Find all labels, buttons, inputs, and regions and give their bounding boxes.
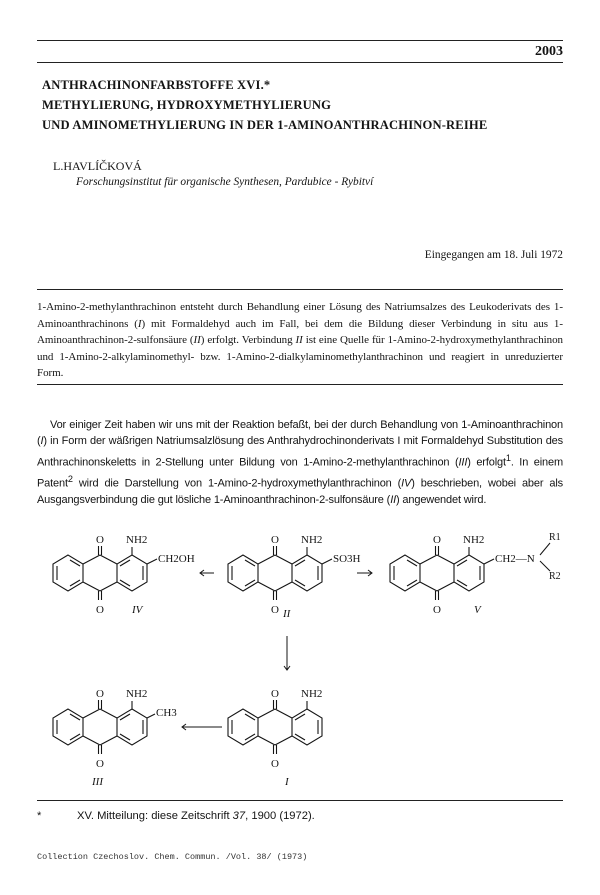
methyl-group: CH3: [156, 707, 177, 719]
carbonyl-o-top: O: [271, 534, 279, 546]
received-date: Eingegangen am 18. Juli 1972: [424, 249, 563, 261]
top-rule: [37, 40, 563, 41]
abstract-bottom-rule: [37, 384, 563, 385]
structure-iv: [53, 534, 195, 616]
arrow-ii-to-iv: [200, 570, 214, 576]
structure-iii: [53, 688, 177, 788]
carbonyl-o-bottom: O: [96, 604, 104, 616]
arrow-i-to-iii: [182, 724, 222, 730]
title-line-3: UND AMINOMETHYLIERUNG IN DER 1-AMINOANTHRACHINON-REIHE: [42, 118, 488, 132]
label-iv: IV: [132, 604, 143, 616]
journal-citation: Collection Czechoslov. Chem. Commun. /Vol. 38/ (1973): [37, 852, 308, 862]
carbonyl-o-top: O: [96, 688, 104, 700]
abstract-top-rule: [37, 289, 563, 290]
carbonyl-o-bottom: O: [96, 758, 104, 770]
label-v: V: [474, 604, 481, 616]
structure-v: [390, 532, 561, 616]
carbonyl-o-bottom: O: [271, 604, 279, 616]
carbonyl-o-bottom: O: [433, 604, 441, 616]
page-number: 2003: [535, 44, 563, 59]
footnote: * XV. Mitteilung: diese Zeitschrift 37, 1900 (1972).: [37, 810, 315, 822]
carbonyl-o-bottom: O: [271, 758, 279, 770]
reaction-scheme: [0, 500, 600, 800]
carbonyl-o-top: O: [271, 688, 279, 700]
author: L.HAVLÍČKOVÁ: [53, 159, 142, 173]
carbonyl-o-top: O: [433, 534, 441, 546]
title-line-1: ANTHRACHINONFARBSTOFFE XVI.*: [42, 78, 271, 92]
label-ii: II: [283, 608, 291, 620]
label-iii: III: [92, 776, 103, 788]
label-i: I: [285, 776, 289, 788]
carbonyl-o-top: O: [96, 534, 104, 546]
substituent-r2: R2: [549, 571, 561, 582]
sulfonic-acid-group: SO3H: [333, 553, 361, 565]
abstract: 1-Amino-2-methylanthrachinon entsteht durch Behandlung einer Lösung des Natriumsalzes des Leukoderivats des 1-Aminoanthrachinons (I) mit Formaldehyd auch im Fall, bei dem die Bildung dieser Verbindung in situ aus 1-Aminoanthrachinon-2-sulfonsäure (II) erfolgt. Verbindung II ist eine Quelle für 1-Amino-2-hydroxymethylanthrachinon und 1-Amino-2-alkylaminomethyl- bzw. 1-Amino-2-dialkylaminomethylanthrachinon und reagiert in unreduzierter Form.: [37, 301, 564, 380]
substituent-r1: R1: [549, 532, 561, 543]
arrow-ii-to-v: [357, 570, 372, 576]
structure-ii: [228, 534, 361, 620]
footnote-rule: [37, 800, 563, 801]
aminomethyl-group: CH2—N: [495, 553, 535, 565]
amino-group: NH2: [463, 534, 485, 546]
header-rule: [37, 62, 563, 63]
hydroxymethyl-group: CH2OH: [158, 553, 195, 565]
amino-group: NH2: [301, 688, 323, 700]
body-paragraph: Vor einiger Zeit haben wir uns mit der Reaktion befaßt, bei der durch Behandlung von 1-Aminoanthrachinon (I) in Form der wäßrigen Natriumsalzlösung des Anthrahydrochinonderivats I mit Formaldehyd Substitution des Anthrachinonskeletts in 2-Stellung unter Bildung von 1-Amino-2-methylanthrachinon (III) erfolgt$^1$. In einem Patent$^2$ wird die Darstellung von 1-Amino-2-hydroxymethylanthrachinon (IV) beschrieben, wobei aber als Ausgangsverbindung die gut lösliche 1-Aminoanthrachinon-2-sulfonsäure (II) angewendet wird.: [37, 419, 563, 506]
structure-i: [228, 688, 322, 788]
affiliation: Forschungsinstitut für organische Synthesen, Pardubice - Rybitví: [76, 176, 374, 188]
amino-group: NH2: [126, 534, 148, 546]
arrow-ii-to-i: [284, 636, 290, 670]
amino-group: NH2: [301, 534, 323, 546]
title-line-2: METHYLIERUNG, HYDROXYMETHYLIERUNG: [42, 98, 332, 112]
amino-group: NH2: [126, 688, 148, 700]
